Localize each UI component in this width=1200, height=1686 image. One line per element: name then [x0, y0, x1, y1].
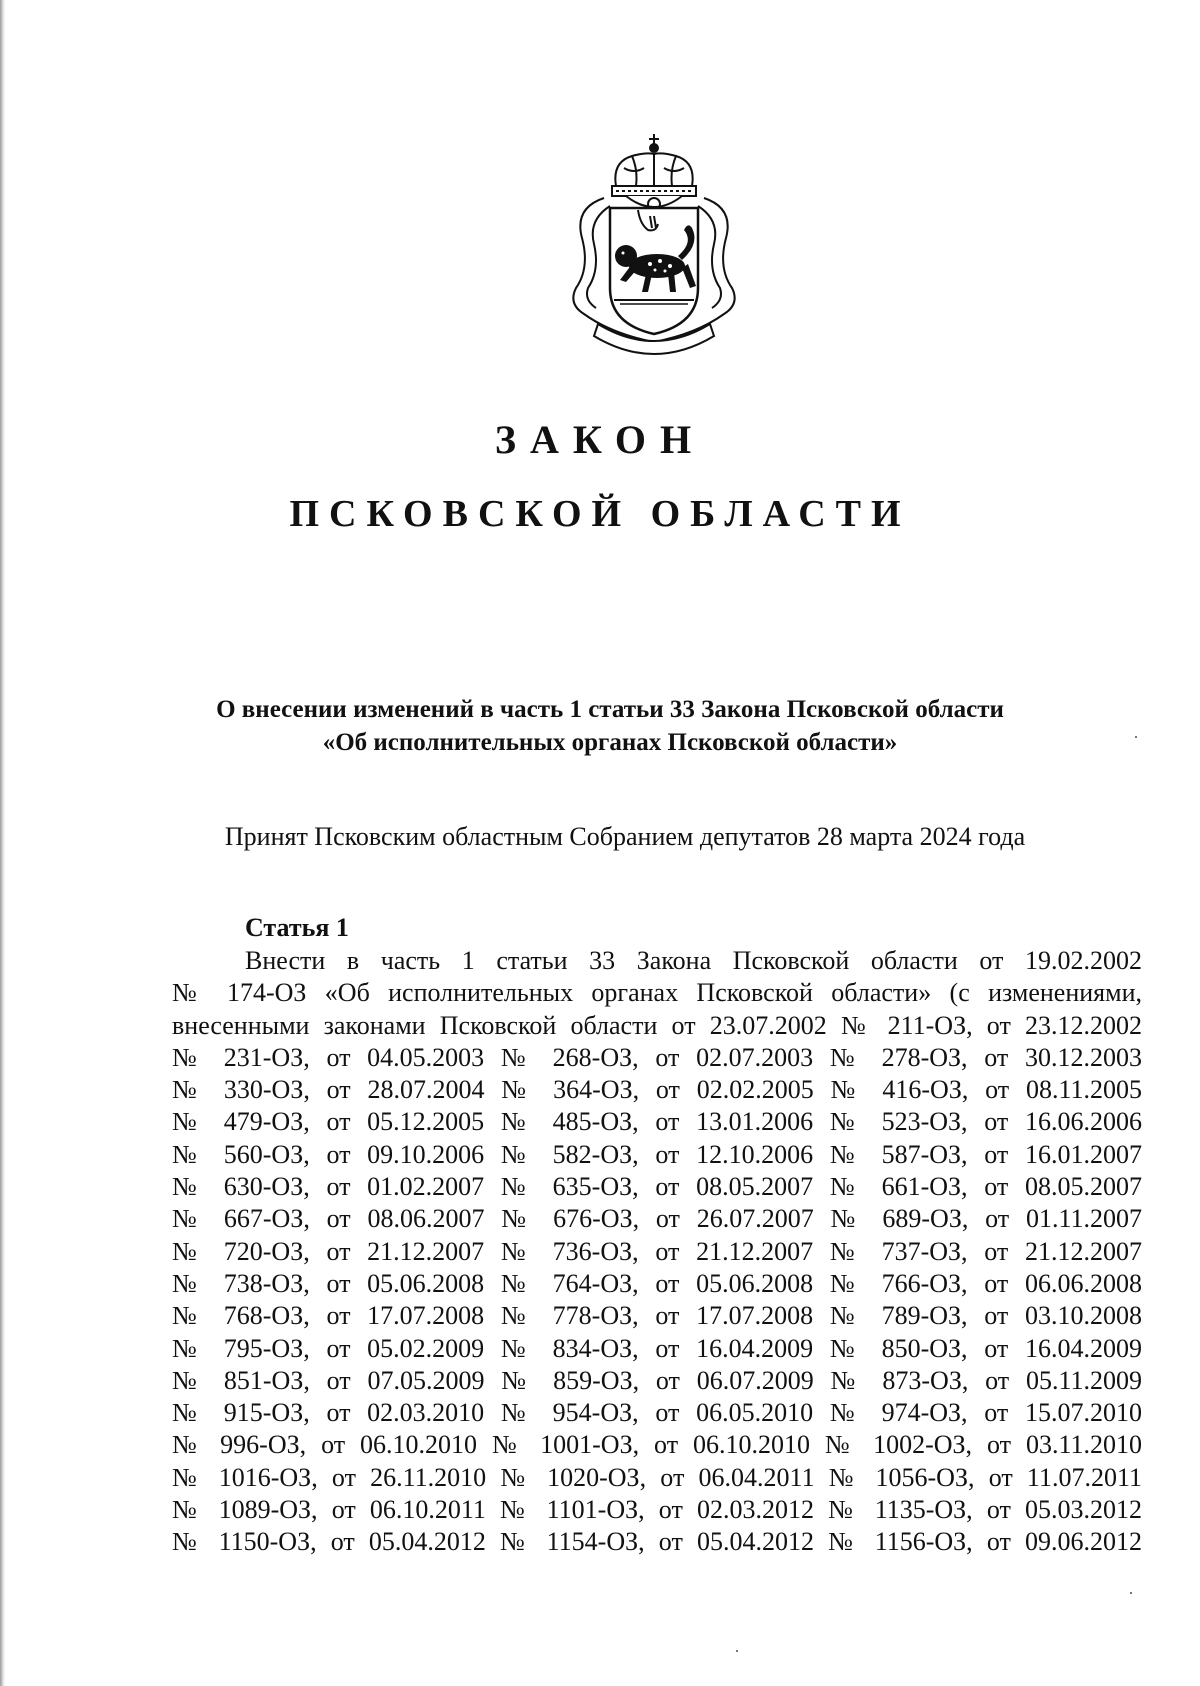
scan-edge-shadow: [0, 0, 6, 1686]
article-line: № 1089-ОЗ, от 06.10.2011 № 1101-ОЗ, от 02.03.2012 № 1135-ОЗ, от 05.03.2012: [172, 1495, 1142, 1525]
article-line: № 560-ОЗ, от 09.10.2006 № 582-ОЗ, от 12.10.2006 № 587-ОЗ, от 16.01.2007: [172, 1139, 1142, 1169]
law-subject-line-2: «Об исполнительных органах Псковской области»: [322, 729, 898, 756]
article-line: № 231-ОЗ, от 04.05.2003 № 268-ОЗ, от 02.07.2003 № 278-ОЗ, от 30.12.2003: [172, 1042, 1142, 1072]
article-line: № 768-ОЗ, от 17.07.2008 № 778-ОЗ, от 17.07.2008 № 789-ОЗ, от 03.10.2008: [172, 1301, 1142, 1331]
article-line: Внести в часть 1 статьи 33 Закона Псковской области от 19.02.2002: [245, 946, 1142, 975]
article-line: № 915-ОЗ, от 02.03.2010 № 954-ОЗ, от 06.05.2010 № 974-ОЗ, от 15.07.2010: [172, 1398, 1142, 1428]
law-title: ЗАКОН: [494, 417, 706, 462]
article-line: № 851-ОЗ, от 07.05.2009 № 859-ОЗ, от 06.07.2009 № 873-ОЗ, от 05.11.2009: [172, 1365, 1142, 1395]
region-title: ПСКОВСКОЙ ОБЛАСТИ: [289, 493, 911, 535]
article-line: № 174-ОЗ «Об исполнительных органах Псковской области» (с изменениями,: [172, 978, 1142, 1008]
article-line: № 795-ОЗ, от 05.02.2009 № 834-ОЗ, от 16.04.2009 № 850-ОЗ, от 16.04.2009: [172, 1333, 1142, 1363]
article-line: № 630-ОЗ, от 01.02.2007 № 635-ОЗ, от 08.05.2007 № 661-ОЗ, от 08.05.2007: [172, 1172, 1142, 1202]
article-line: № 330-ОЗ, от 28.07.2004 № 364-ОЗ, от 02.02.2005 № 416-ОЗ, от 08.11.2005: [172, 1075, 1142, 1105]
article-line: № 738-ОЗ, от 05.06.2008 № 764-ОЗ, от 05.06.2008 № 766-ОЗ, от 06.06.2008: [172, 1268, 1142, 1298]
article-line: № 996-ОЗ, от 06.10.2010 № 1001-ОЗ, от 06.10.2010 № 1002-ОЗ, от 03.11.2010: [172, 1430, 1142, 1460]
pskov-coat-of-arms-icon: [554, 128, 754, 368]
law-subject-line-1: О внесении изменений в часть 1 статьи 33 Закона Псковской области: [216, 696, 1004, 723]
article-line: № 1150-ОЗ, от 05.04.2012 № 1154-ОЗ, от 05.04.2012 № 1156-ОЗ, от 09.06.2012: [172, 1527, 1142, 1557]
scan-speck: [736, 1650, 738, 1652]
article-line: № 667-ОЗ, от 08.06.2007 № 676-ОЗ, от 26.07.2007 № 689-ОЗ, от 01.11.2007: [172, 1204, 1142, 1234]
adoption-note: Принят Псковским областным Собранием депутатов 28 марта 2024 года: [224, 822, 1026, 851]
article-line: № 479-ОЗ, от 05.12.2005 № 485-ОЗ, от 13.01.2006 № 523-ОЗ, от 16.06.2006: [172, 1107, 1142, 1137]
article-heading: Статья 1: [245, 913, 349, 942]
article-line: № 1016-ОЗ, от 26.11.2010 № 1020-ОЗ, от 06.04.2011 № 1056-ОЗ, от 11.07.2011: [172, 1462, 1142, 1492]
law-subject: [150, 693, 1070, 759]
article-body: [172, 945, 1142, 1559]
article-line: внесенными законами Псковской области от 23.07.2002 № 211-ОЗ, от 23.12.2002: [172, 1010, 1142, 1040]
article-line: № 720-ОЗ, от 21.12.2007 № 736-ОЗ, от 21.12.2007 № 737-ОЗ, от 21.12.2007: [172, 1236, 1142, 1266]
scan-speck: [1130, 1592, 1132, 1594]
scan-speck: [1135, 736, 1137, 738]
